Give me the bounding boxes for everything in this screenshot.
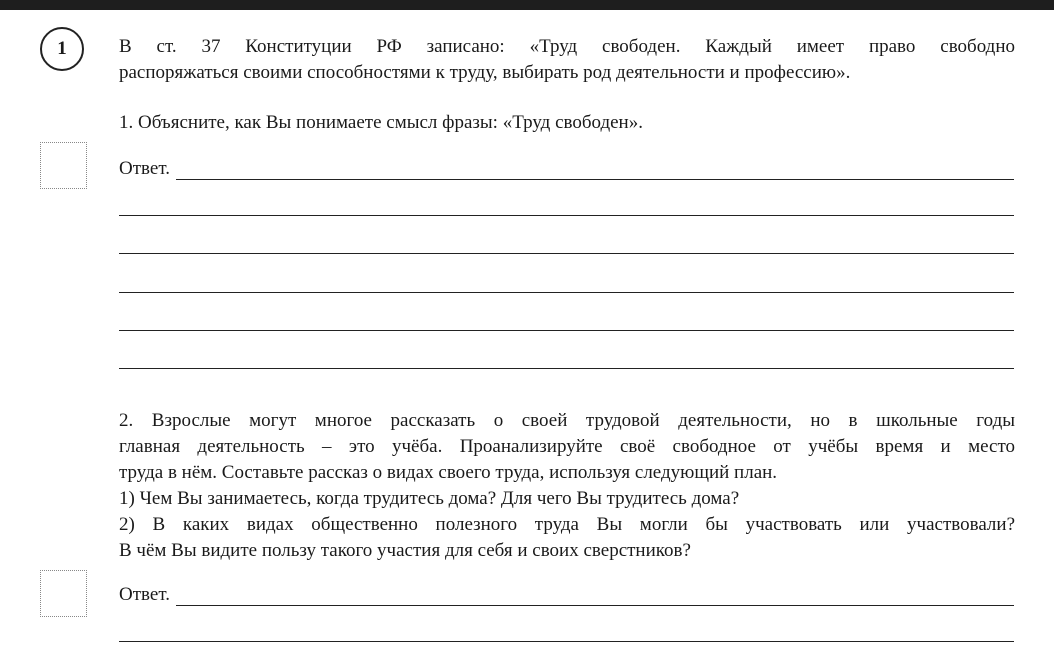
answer-2-label: Ответ.: [119, 584, 170, 605]
question-2-line-5: 2) В каких видах общественно полезного труда Вы могли бы участвовать или участвовали?: [119, 514, 1015, 535]
answer-2-first-line[interactable]: [119, 584, 1014, 606]
question-1-text: 1. Объясните, как Вы понимаете смысл фразы: «Труд свободен».: [119, 112, 643, 133]
task-intro: [119, 34, 1015, 86]
answer-1-line-6[interactable]: [119, 368, 1014, 369]
intro-line-2: распоряжаться своими способностями к труду, выбирать род деятельности и профессию».: [119, 62, 851, 83]
question-2-text: [119, 408, 1015, 564]
answer-1-line-4[interactable]: [119, 292, 1014, 293]
task-number-badge: [40, 27, 84, 71]
answer-1-line-2[interactable]: [119, 215, 1014, 216]
question-2-line-3: труда в нём. Составьте рассказ о видах своего труда, используя следующий план.: [119, 462, 778, 483]
answer-1-label: Ответ.: [119, 158, 170, 179]
question-2-line-6: В чём Вы видите пользу такого участия для себя и своих сверстников?: [119, 540, 691, 561]
answer-2-line-2[interactable]: [119, 641, 1014, 642]
top-dark-bar: [0, 0, 1054, 10]
question-2-line-1: 2. Взрослые могут многое рассказать о своей трудовой деятельности, но в школьные годы: [119, 410, 1015, 431]
score-box-2[interactable]: [40, 570, 87, 617]
answer-1-underline[interactable]: [176, 163, 1014, 180]
answer-1-line-5[interactable]: [119, 330, 1014, 331]
score-box-1[interactable]: [40, 142, 87, 189]
answer-1-first-line[interactable]: [119, 158, 1014, 180]
answer-2-underline[interactable]: [176, 589, 1014, 606]
question-2-line-2: главная деятельность – это учёба. Проанализируйте своё свободное от учёбы время и место: [119, 436, 1015, 457]
answer-1-line-3[interactable]: [119, 253, 1014, 254]
task-number: 1: [57, 38, 67, 59]
question-2-line-4: 1) Чем Вы занимаетесь, когда трудитесь дома? Для чего Вы трудитесь дома?: [119, 488, 740, 509]
intro-line-1: В ст. 37 Конституции РФ записано: «Труд свободен. Каждый имеет право свободно: [119, 36, 1015, 57]
